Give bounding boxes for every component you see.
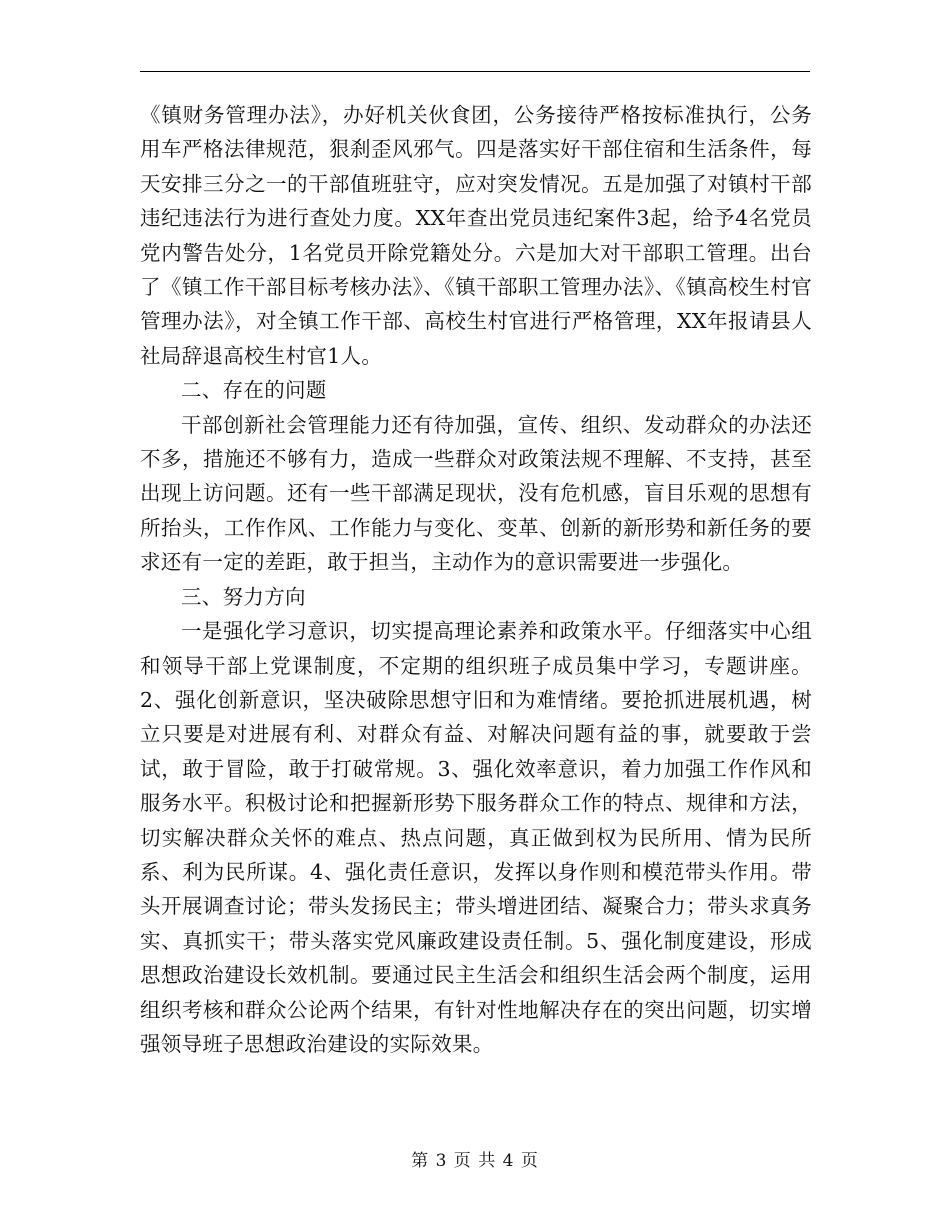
paragraph-problems: 干部创新社会管理能力还有待加强，宣传、组织、发动群众的办法还不多，措施还不够有力，造成一些群众对政策法规不理解、不支持，甚至出现上访问题。还有一些干部满足现状，没有危机感，盲目乐观的思想有所抬头，工作作风、工作能力与变化、变革、创新的新形势和新任务的要求还有一定的差距，敢于担当，主动作为的意识需要进一步强化。 <box>140 412 812 575</box>
header-rule <box>140 71 810 72</box>
paragraph-continuation: 《镇财务管理办法》，办好机关伙食团，公务接待严格按标准执行，公务用车严格法律规范，狠刹歪风邪气。四是落实好干部住宿和生活条件，每天安排三分之一的干部值班驻守，应对突发情况。五是加强了对镇村干部违纪违法行为进行查处力度。XX年查出党员违纪案件3起，给予4名党员党内警告处分，1名党员开除党籍处分。六是加大对干部职工管理。出台了《镇工作干部目标考核办法》、《镇干部职工管理办法》、《镇高校生村官管理办法》，对全镇工作干部、高校生村官进行严格管理，XX年报请县人社局辞退高校生村官1人。 <box>140 103 812 368</box>
section-heading-directions: 三、努力方向 <box>181 584 306 609</box>
paragraph-directions: 一是强化学习意识，切实提高理论素养和政策水平。仔细落实中心组和领导干部上党课制度，不定期的组织班子成员集中学习，专题讲座。2、强化创新意识，坚决破除思想守旧和为难情绪。要抢抓进展机遇，树立只要是对进展有利、对群众有益、对解决问题有益的事，就要敢于尝试，敢于冒险，敢于打破常规。3、强化效率意识，着力加强工作作风和服务水平。积极讨论和把握新形势下服务群众工作的特点、规律和方法，切实解决群众关怀的难点、热点问题，真正做到权为民所用、情为民所系、利为民所谋。4、强化责任意识，发挥以身作则和模范带头作用。带头开展调查讨论；带头发扬民主；带头增进团结、凝聚合力；带头求真务实、真抓实干；带头落实党风廉政建设责任制。5、强化制度建设，形成思想政治建设长效机制。要通过民主生活会和组织生活会两个制度，运用组织考核和群众公论两个结果，有针对性地解决存在的突出问题，切实增强领导班子思想政治建设的实际效果。 <box>140 619 812 1056</box>
section-heading-problems: 二、存在的问题 <box>181 378 327 403</box>
document-body <box>140 98 812 1061</box>
page-number-footer: 第 3 页 共 4 页 <box>411 1151 539 1171</box>
